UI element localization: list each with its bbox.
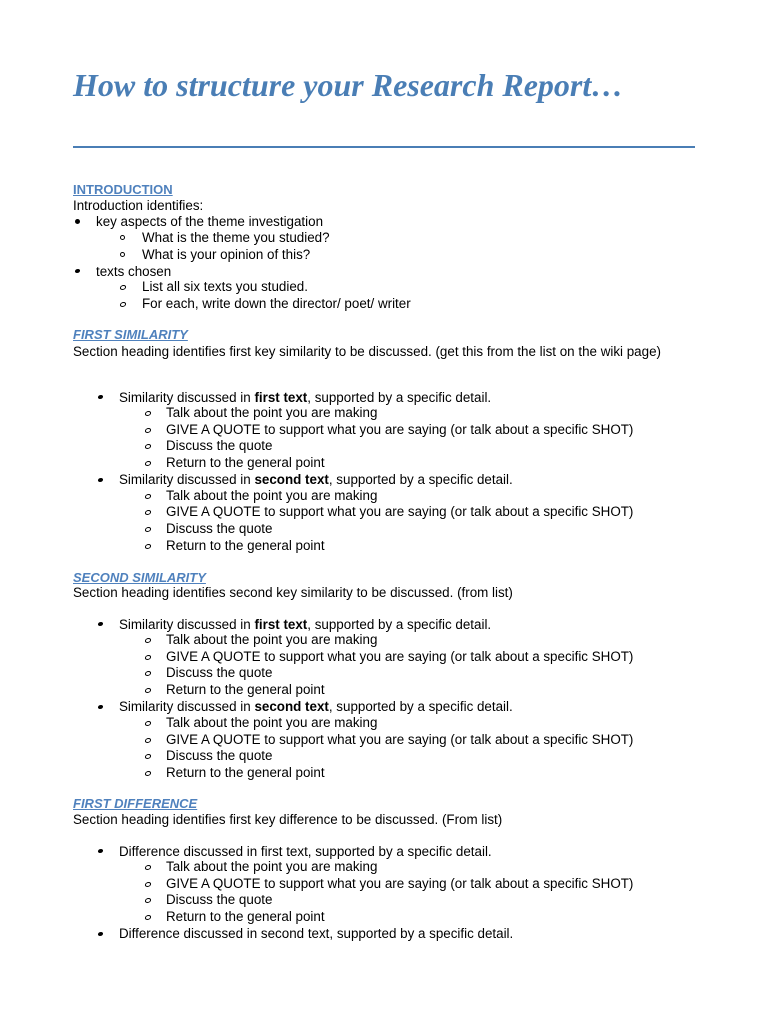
sub-bullet-icon (144, 510, 151, 515)
introduction-lead: Introduction identifies: (73, 198, 204, 213)
sub-list-item: Return to the general point (166, 682, 325, 697)
introduction-heading: INTRODUCTION (73, 182, 173, 197)
sub-list-item: List all six texts you studied. (142, 279, 308, 294)
sub-bullet-icon (119, 285, 126, 290)
emphasis-text: first text (254, 617, 308, 632)
emphasis-text: second text (254, 699, 329, 714)
sub-list-item: Talk about the point you are making (166, 632, 378, 647)
sub-list-item: What is the theme you studied? (142, 230, 330, 245)
sub-bullet-icon (144, 882, 151, 887)
sub-bullet-icon (144, 544, 151, 549)
sub-bullet-icon (144, 738, 151, 743)
sub-list-item: Discuss the quote (166, 892, 273, 907)
bullet-icon (74, 269, 80, 273)
sub-bullet-icon (120, 252, 125, 257)
first-similarity-lead: Section heading identifies first key similarity to be discussed. (get this from the list on the wiki page) (73, 344, 661, 359)
sub-list-item: GIVE A QUOTE to support what you are saying (or talk about a specific SHOT) (166, 649, 634, 664)
sub-list-item: What is your opinion of this? (142, 247, 311, 262)
sub-bullet-icon (119, 302, 126, 307)
bullet-icon (97, 478, 103, 482)
sub-list-item: Talk about the point you are making (166, 859, 378, 874)
bullet-icon (97, 932, 103, 936)
sub-bullet-icon (120, 235, 125, 240)
sub-list-item: Discuss the quote (166, 521, 273, 536)
sub-bullet-icon (144, 411, 151, 416)
sub-bullet-icon (144, 915, 151, 920)
bullet-icon (97, 395, 103, 399)
second-similarity-lead: Section heading identifies second key similarity to be discussed. (from list) (73, 585, 513, 600)
sub-bullet-icon (144, 494, 151, 499)
sub-bullet-icon (144, 721, 151, 726)
sub-list-item: Discuss the quote (166, 438, 273, 453)
emphasis-text: second text (254, 472, 329, 487)
sub-list-item: Return to the general point (166, 909, 325, 924)
list-item: Difference discussed in first text, supported by a specific detail. (119, 844, 492, 859)
sub-list-item: Discuss the quote (166, 665, 273, 680)
sub-list-item: Talk about the point you are making (166, 715, 378, 730)
title-divider (73, 146, 695, 148)
bullet-icon (97, 622, 103, 626)
sub-bullet-icon (144, 898, 151, 903)
bullet-icon (97, 705, 103, 709)
sub-bullet-icon (144, 655, 151, 660)
sub-bullet-icon (144, 754, 151, 759)
list-item: Similarity discussed in second text, supported by a specific detail. (119, 472, 513, 487)
first-difference-lead: Section heading identifies first key difference to be discussed. (From list) (73, 812, 503, 827)
sub-bullet-icon (144, 688, 151, 693)
sub-bullet-icon (144, 638, 151, 643)
list-item: texts chosen (96, 264, 172, 279)
first-similarity-heading: FIRST SIMILARITY (73, 327, 188, 342)
sub-bullet-icon (144, 527, 151, 532)
sub-list-item: GIVE A QUOTE to support what you are saying (or talk about a specific SHOT) (166, 876, 634, 891)
sub-bullet-icon (144, 428, 151, 433)
bullet-icon (75, 219, 80, 224)
sub-bullet-icon (144, 865, 151, 870)
sub-bullet-icon (144, 461, 151, 466)
sub-list-item: Return to the general point (166, 765, 325, 780)
sub-bullet-icon (144, 671, 151, 676)
sub-list-item: For each, write down the director/ poet/ writer (142, 296, 411, 311)
sub-bullet-icon (144, 771, 151, 776)
sub-list-item: GIVE A QUOTE to support what you are saying (or talk about a specific SHOT) (166, 422, 634, 437)
sub-list-item: Talk about the point you are making (166, 488, 378, 503)
sub-list-item: Return to the general point (166, 455, 325, 470)
sub-bullet-icon (144, 444, 151, 449)
first-difference-heading: FIRST DIFFERENCE (73, 796, 198, 811)
bullet-icon (97, 849, 103, 853)
list-item: Similarity discussed in first text, supported by a specific detail. (119, 390, 492, 405)
list-item: key aspects of the theme investigation (96, 214, 324, 229)
list-item: Difference discussed in second text, supported by a specific detail. (119, 926, 514, 941)
list-item: Similarity discussed in first text, supported by a specific detail. (119, 617, 492, 632)
page-title: How to structure your Research Report… (73, 67, 624, 103)
list-item: Similarity discussed in second text, supported by a specific detail. (119, 699, 513, 714)
sub-list-item: GIVE A QUOTE to support what you are saying (or talk about a specific SHOT) (166, 504, 634, 519)
sub-list-item: GIVE A QUOTE to support what you are saying (or talk about a specific SHOT) (166, 732, 634, 747)
sub-list-item: Discuss the quote (166, 748, 273, 763)
sub-list-item: Return to the general point (166, 538, 325, 553)
sub-list-item: Talk about the point you are making (166, 405, 378, 420)
second-similarity-heading: SECOND SIMILARITY (73, 570, 206, 585)
emphasis-text: first text (254, 390, 308, 405)
